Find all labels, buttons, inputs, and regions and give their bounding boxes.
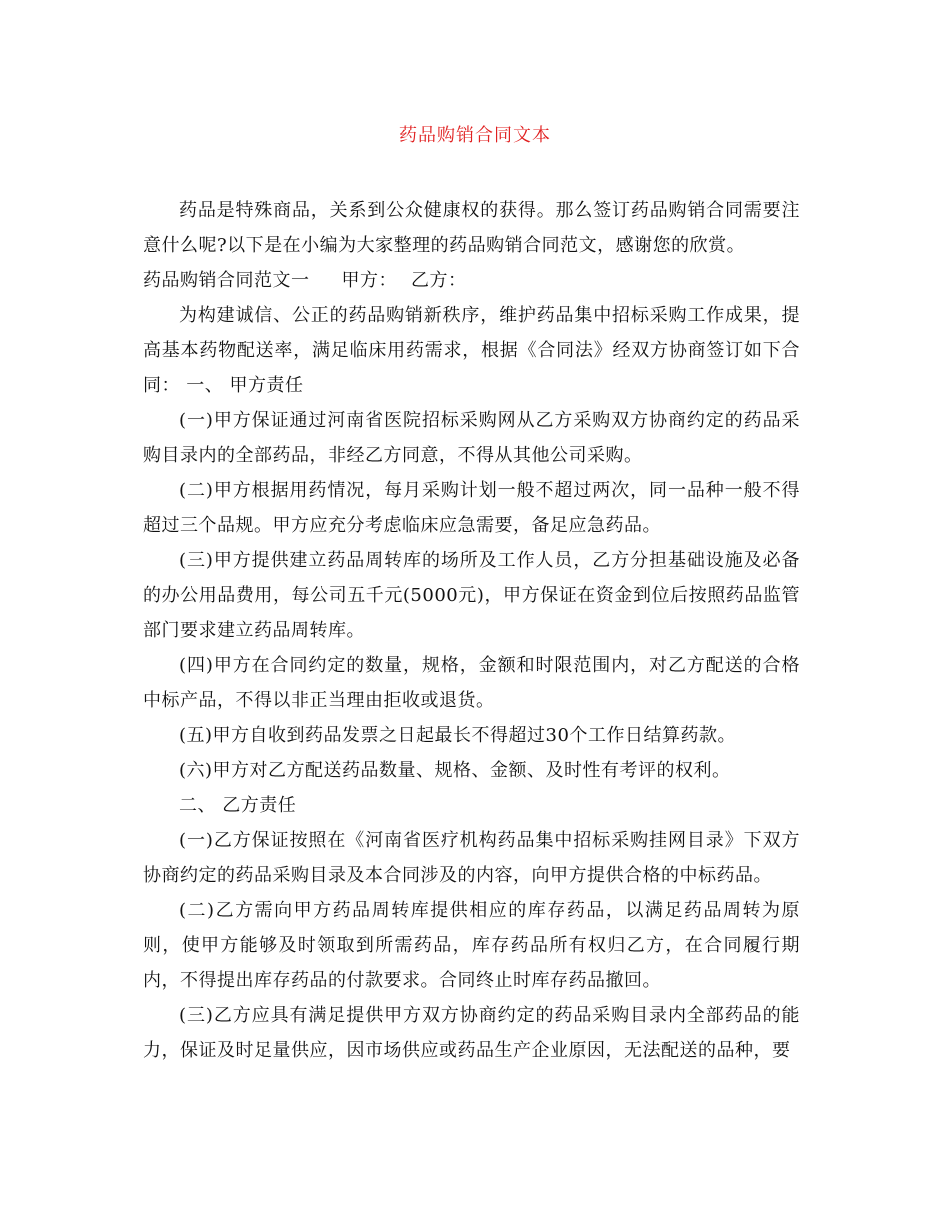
- party-b-duty-2: (二)乙方需向甲方药品周转库提供相应的库存药品，以满足药品周转为原则，使甲方能够及时领取到所需药品，库存药品所有权归乙方，在合同履行期内，不得提出库存药品的付款要求。合同终止时库存药品撤回。: [143, 900, 800, 991]
- party-a-duty-1: (一)甲方保证通过河南省医院招标采购网从乙方采购双方协商约定的药品采购目录内的全部药品，非经乙方同意，不得从其他公司采购。: [143, 410, 800, 466]
- party-a-duty-3: (三)甲方提供建立药品周转库的场所及工作人员，乙方分担基础设施及必备的办公用品费用，每公司五千元(5000元)，甲方保证在资金到位后按照药品监管部门要求建立药品周转库。: [143, 550, 800, 641]
- sample-heading: 药品购销合同范文一: [143, 270, 310, 291]
- party-a-label: 甲方：: [341, 270, 397, 291]
- party-a-duty-5: (五)甲方自收到药品发票之日起最长不得超过30个工作日结算药款。: [179, 725, 736, 746]
- party-a-duty-6: (六)甲方对乙方配送药品数量、规格、金额、及时性有考评的权利。: [179, 760, 731, 781]
- party-a-duty-4: (四)甲方在合同约定的数量，规格，金额和时限范围内，对乙方配送的合格中标产品，不得以非正当理由拒收或退货。: [143, 655, 800, 711]
- section-two-heading: 二、 乙方责任: [179, 795, 297, 816]
- party-b-duty-1: (一)乙方保证按照在《河南省医疗机构药品集中招标采购挂网目录》下双方协商约定的药品采购目录及本合同涉及的内容，向甲方提供合格的中标药品。: [143, 830, 800, 886]
- party-a-duty-2: (二)甲方根据用药情况，每月采购计划一般不超过两次，同一品种一般不得超过三个品规。甲方应充分考虑临床应急需要，备足应急药品。: [143, 480, 800, 536]
- preamble-paragraph: 为构建诚信、公正的药品购销新秩序，维护药品集中招标采购工作成果，提高基本药物配送率，满足临床用药需求，根据《合同法》经双方协商签订如下合同： 一、 甲方责任: [143, 305, 800, 396]
- sample-heading-line: [143, 263, 800, 298]
- document-title: 药品购销合同文本: [399, 125, 551, 146]
- intro-paragraph: 药品是特殊商品，关系到公众健康权的获得。那么签订药品购销合同需要注意什么呢?以下是在小编为大家整理的药品购销合同范文，感谢您的欣赏。: [143, 200, 800, 256]
- party-b-label: 乙方：: [411, 270, 467, 291]
- party-b-duty-3: (三)乙方应具有满足提供甲方双方协商约定的药品采购目录内全部药品的能力，保证及时足量供应，因市场供应或药品生产企业原因，无法配送的品种，要: [143, 1005, 800, 1061]
- document-body: [143, 193, 800, 1068]
